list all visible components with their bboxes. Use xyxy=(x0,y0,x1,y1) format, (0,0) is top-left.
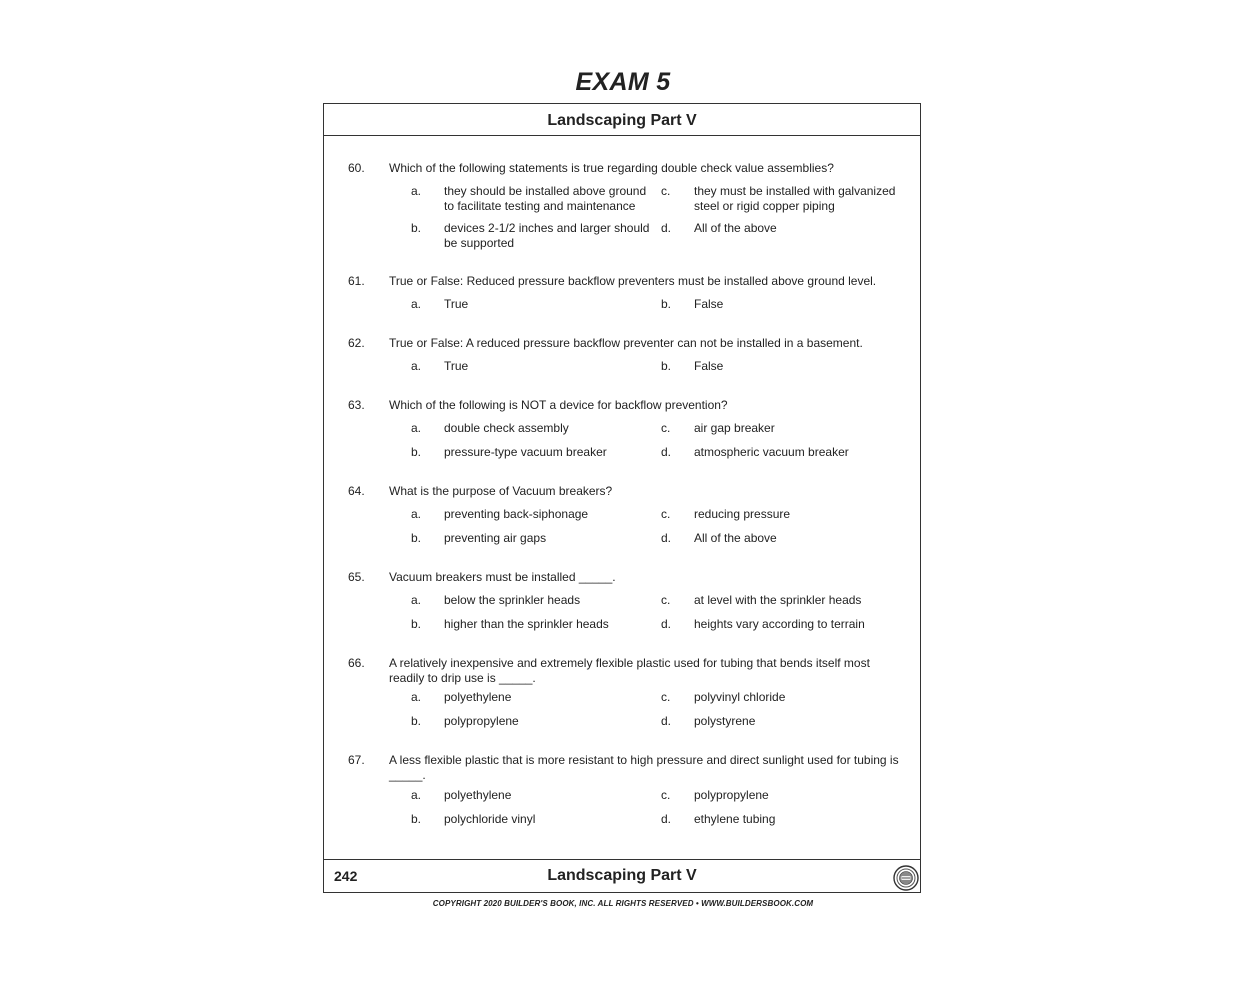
option-text: polypropylene xyxy=(444,714,519,728)
option-text: False xyxy=(694,297,724,311)
option-text: preventing air gaps xyxy=(444,531,547,545)
option-text: preventing back-siphonage xyxy=(444,507,589,521)
option-letter: d. xyxy=(661,445,672,459)
option-letter: d. xyxy=(661,812,672,826)
option-text: they must be installed with galvanized steel or rigid copper piping xyxy=(694,184,896,213)
question-number: 61. xyxy=(348,274,365,288)
option-letter: c. xyxy=(661,690,671,704)
option-text: polyethylene xyxy=(444,690,512,704)
exam-title: EXAM 5 xyxy=(575,68,671,96)
option-text: below the sprinkler heads xyxy=(444,593,581,607)
question-text: Which of the following statements is true regarding double check value assemblies? xyxy=(389,161,834,175)
footer-bar xyxy=(324,859,920,892)
question-text: What is the purpose of Vacuum breakers? xyxy=(389,484,613,498)
option-text: True xyxy=(444,359,469,373)
question-number: 60. xyxy=(348,161,365,175)
option-text: higher than the sprinkler heads xyxy=(444,617,609,631)
copyright-notice: COPYRIGHT 2020 BUILDER'S BOOK, INC. ALL RIGHTS RESERVED • WWW.BUILDERSBOOK.COM xyxy=(432,899,814,908)
option-letter: d. xyxy=(661,221,672,235)
option-letter: b. xyxy=(411,445,422,459)
option-text: polychloride vinyl xyxy=(444,812,536,826)
question-text: True or False: A reduced pressure backflow preventer can not be installed in a basement. xyxy=(389,336,863,350)
question-number: 66. xyxy=(348,656,365,670)
option-letter: a. xyxy=(411,690,422,704)
option-letter: b. xyxy=(661,359,672,373)
option-letter: c. xyxy=(661,184,671,198)
option-letter: a. xyxy=(411,359,422,373)
question-number: 62. xyxy=(348,336,365,350)
option-text: pressure-type vacuum breaker xyxy=(444,445,607,459)
option-text: All of the above xyxy=(694,221,777,235)
option-letter: c. xyxy=(661,421,671,435)
option-text: polyvinyl chloride xyxy=(694,690,786,704)
option-letter: a. xyxy=(411,297,422,311)
option-letter: d. xyxy=(661,714,672,728)
option-text: polystyrene xyxy=(694,714,756,728)
footer-title: Landscaping Part V xyxy=(547,867,697,884)
option-text: they should be installed above ground to facilitate testing and maintenance xyxy=(444,184,647,213)
question-number: 67. xyxy=(348,753,365,767)
option-letter: b. xyxy=(411,531,422,545)
option-text: double check assembly xyxy=(444,421,569,435)
option-letter: a. xyxy=(411,593,422,607)
option-text: ethylene tubing xyxy=(694,812,776,826)
option-text: air gap breaker xyxy=(694,421,775,435)
section-header: Landscaping Part V xyxy=(324,104,920,136)
question-text: A relatively inexpensive and extremely flexible plastic used for tubing that bends itself most readily to drip use is _____. xyxy=(389,656,870,685)
option-letter: d. xyxy=(661,617,672,631)
option-letter: b. xyxy=(411,812,422,826)
option-letter: d. xyxy=(661,531,672,545)
option-text: devices 2-1/2 inches and larger should be supported xyxy=(444,221,650,250)
question-number: 63. xyxy=(348,398,365,412)
option-text: reducing pressure xyxy=(694,507,791,521)
question-number: 64. xyxy=(348,484,365,498)
option-letter: b. xyxy=(411,617,422,631)
option-text: False xyxy=(694,359,724,373)
option-text: polyethylene xyxy=(444,788,512,802)
option-letter: a. xyxy=(411,421,422,435)
question-text: A less flexible plastic that is more resistant to high pressure and direct sunlight used for tubing is _____. xyxy=(389,753,899,782)
question-text: Vacuum breakers must be installed _____. xyxy=(389,570,616,584)
option-letter: a. xyxy=(411,184,422,198)
option-text: atmospheric vacuum breaker xyxy=(694,445,849,459)
option-text: All of the above xyxy=(694,531,777,545)
question-text: Which of the following is NOT a device for backflow prevention? xyxy=(389,398,728,412)
option-letter: b. xyxy=(411,714,422,728)
builders-book-seal-icon xyxy=(893,865,919,891)
option-letter: b. xyxy=(661,297,672,311)
option-letter: c. xyxy=(661,507,671,521)
option-letter: a. xyxy=(411,507,422,521)
option-letter: c. xyxy=(661,788,671,802)
option-text: heights vary according to terrain xyxy=(694,617,865,631)
option-letter: a. xyxy=(411,788,422,802)
option-text: at level with the sprinkler heads xyxy=(694,593,862,607)
option-letter: b. xyxy=(411,221,422,235)
exam-page-frame xyxy=(323,103,921,893)
question-text: True or False: Reduced pressure backflow preventers must be installed above ground level. xyxy=(389,274,877,288)
option-letter: c. xyxy=(661,593,671,607)
page-number: 242 xyxy=(334,868,358,884)
question-number: 65. xyxy=(348,570,365,584)
option-text: True xyxy=(444,297,469,311)
option-text: polypropylene xyxy=(694,788,769,802)
